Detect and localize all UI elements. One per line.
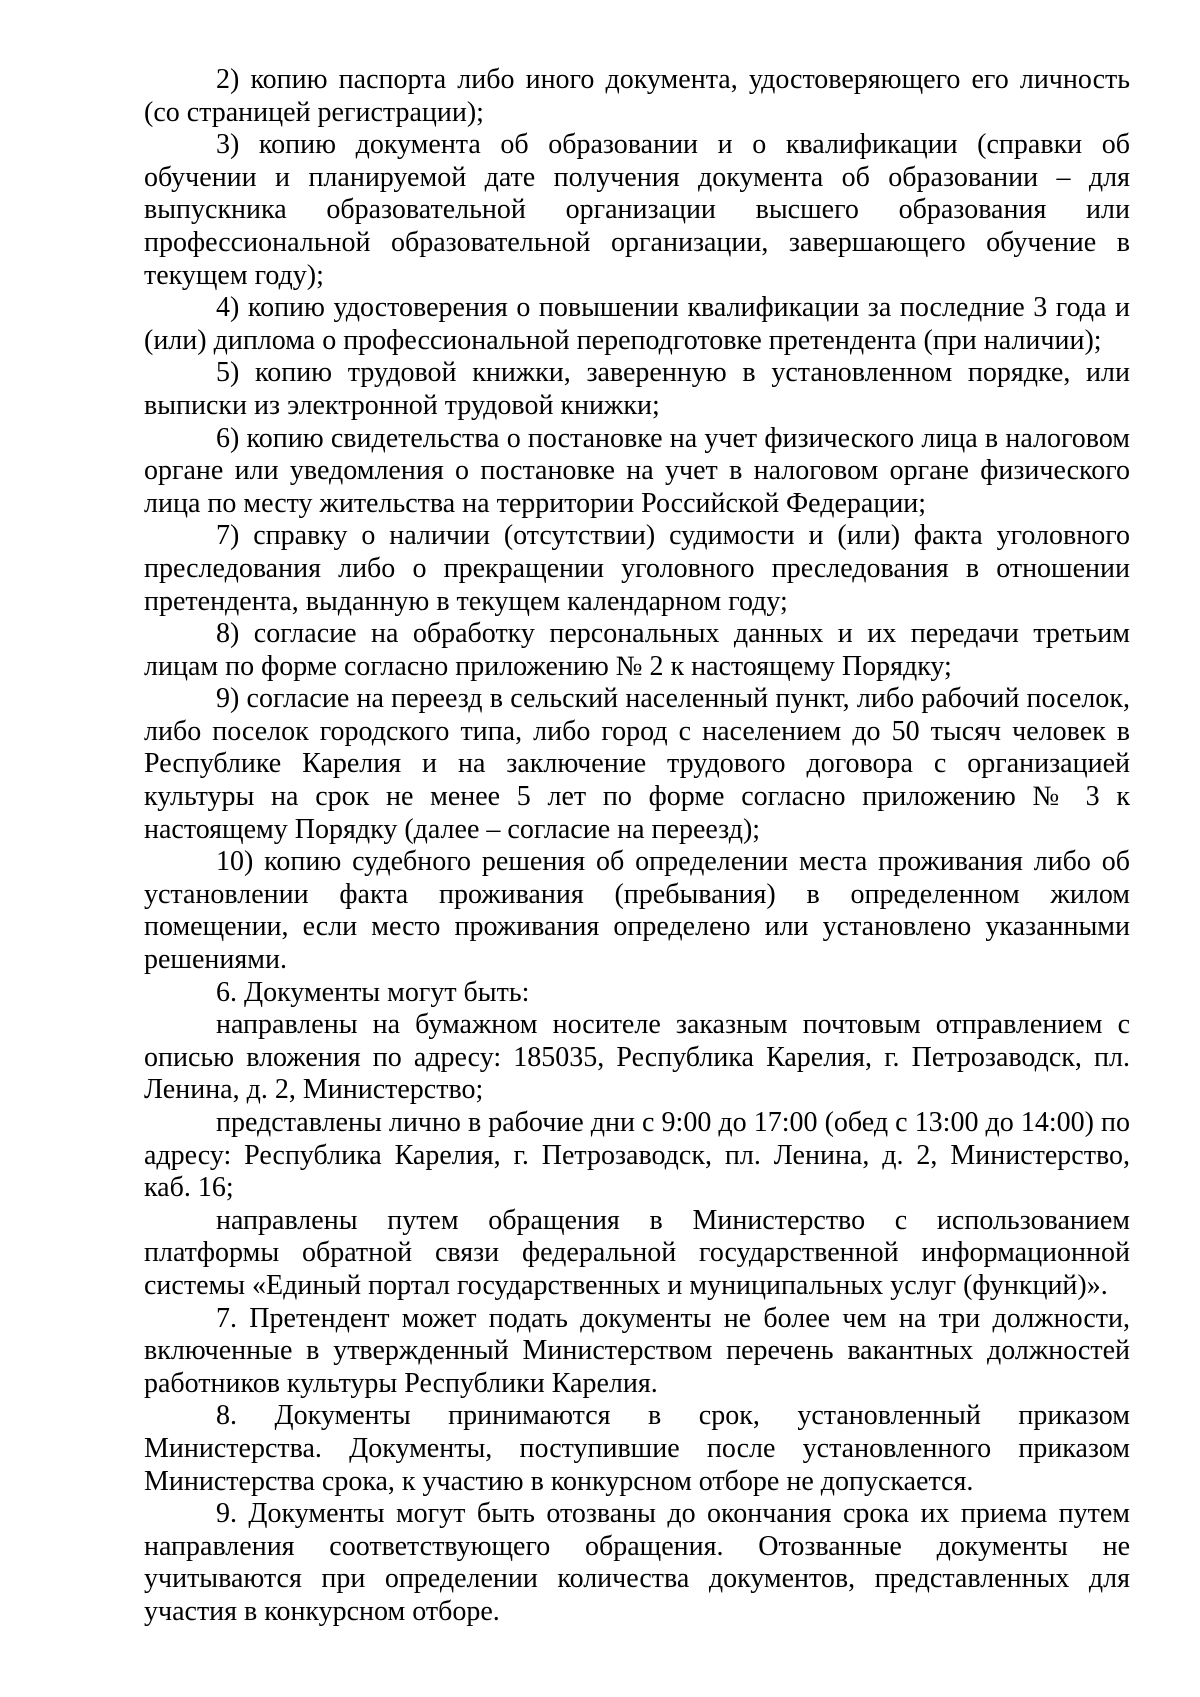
paragraph-item-3: 3) копию документа об образовании и о квалификации (справки об обучении и планируемой дате получения документа об образовании – для выпускника образовательной организации высшего образования или профессиональной образовательной организации, завершающего обучение в текущем году); [144,129,1130,291]
section-6-mail-option: направлены на бумажном носителе заказным почтовым отправлением с описью вложения по адресу: 185035, Республика Карелия, г. Петрозаводск, пл. Ленина, д. 2, Министерство; [144,1009,1130,1106]
section-7-paragraph: 7. Претендент может подать документы не более чем на три должности, включенные в утвержденный Министерством перечень вакантных должностей работников культуры Республики Карелия. [144,1302,1130,1399]
section-6-in-person-option: представлены лично в рабочие дни с 9:00 до 17:00 (обед с 13:00 до 14:00) по адресу: Республика Карелия, г. Петрозаводск, пл. Ленина, д. 2, Министерство, каб. 16; [144,1107,1130,1204]
paragraph-item-2: 2) копию паспорта либо иного документа, удостоверяющего его личность (со страницей регистрации); [144,64,1130,128]
section-6-portal-option: направлены путем обращения в Министерство с использованием платформы обратной связи федеральной государственной информационной системы «Единый портал государственных и муниципальных услуг (функций)». [144,1204,1130,1301]
section-9-paragraph: 9. Документы могут быть отозваны до окончания срока их приема путем направления соответствующего обращения. Отозванные документы не учитываются при определении количества документов, представленных для участия в конкурсном отборе. [144,1498,1130,1627]
paragraph-item-9: 9) согласие на переезд в сельский населенный пункт, либо рабочий поселок, либо поселок городского типа, либо город с населением до 50 тысяч человек в Республике Карелия и на заключение трудового договора с организацией культуры на срок не менее 5 лет по форме согласно приложению № 3 к настоящему Порядку (далее – согласие на переезд); [144,683,1130,845]
section-6-heading: 6. Документы могут быть: [216,976,530,1008]
document-page [144,64,1130,1629]
paragraph-item-10: 10) копию судебного решения об определении места проживания либо об установлении факта проживания (пребывания) в определенном жилом помещении, если место проживания определено или установлено указанными решениями. [144,846,1130,976]
paragraph-item-5: 5) копию трудовой книжки, заверенную в установленном порядке, или выписки из электронной трудовой книжки; [144,357,1130,421]
section-8-paragraph: 8. Документы принимаются в срок, установленный приказом Министерства. Документы, поступившие после установленного приказом Министерства срока, к участию в конкурсном отборе не допускается. [144,1400,1130,1497]
paragraph-item-7: 7) справку о наличии (отсутствии) судимости и (или) факта уголовного преследования либо о прекращении уголовного преследования в отношении претендента, выданную в текущем календарном году; [144,520,1130,617]
paragraph-item-6: 6) копию свидетельства о постановке на учет физического лица в налоговом органе или уведомления о постановке на учет в налоговом органе физического лица по месту жительства на территории Российской Федерации; [144,422,1130,519]
paragraph-item-4: 4) копию удостоверения о повышении квалификации за последние 3 года и (или) диплома о профессиональной переподготовке претендента (при наличии); [144,292,1130,356]
paragraph-item-8: 8) согласие на обработку персональных данных и их передачи третьим лицам по форме согласно приложению № 2 к настоящему Порядку; [144,618,1130,682]
